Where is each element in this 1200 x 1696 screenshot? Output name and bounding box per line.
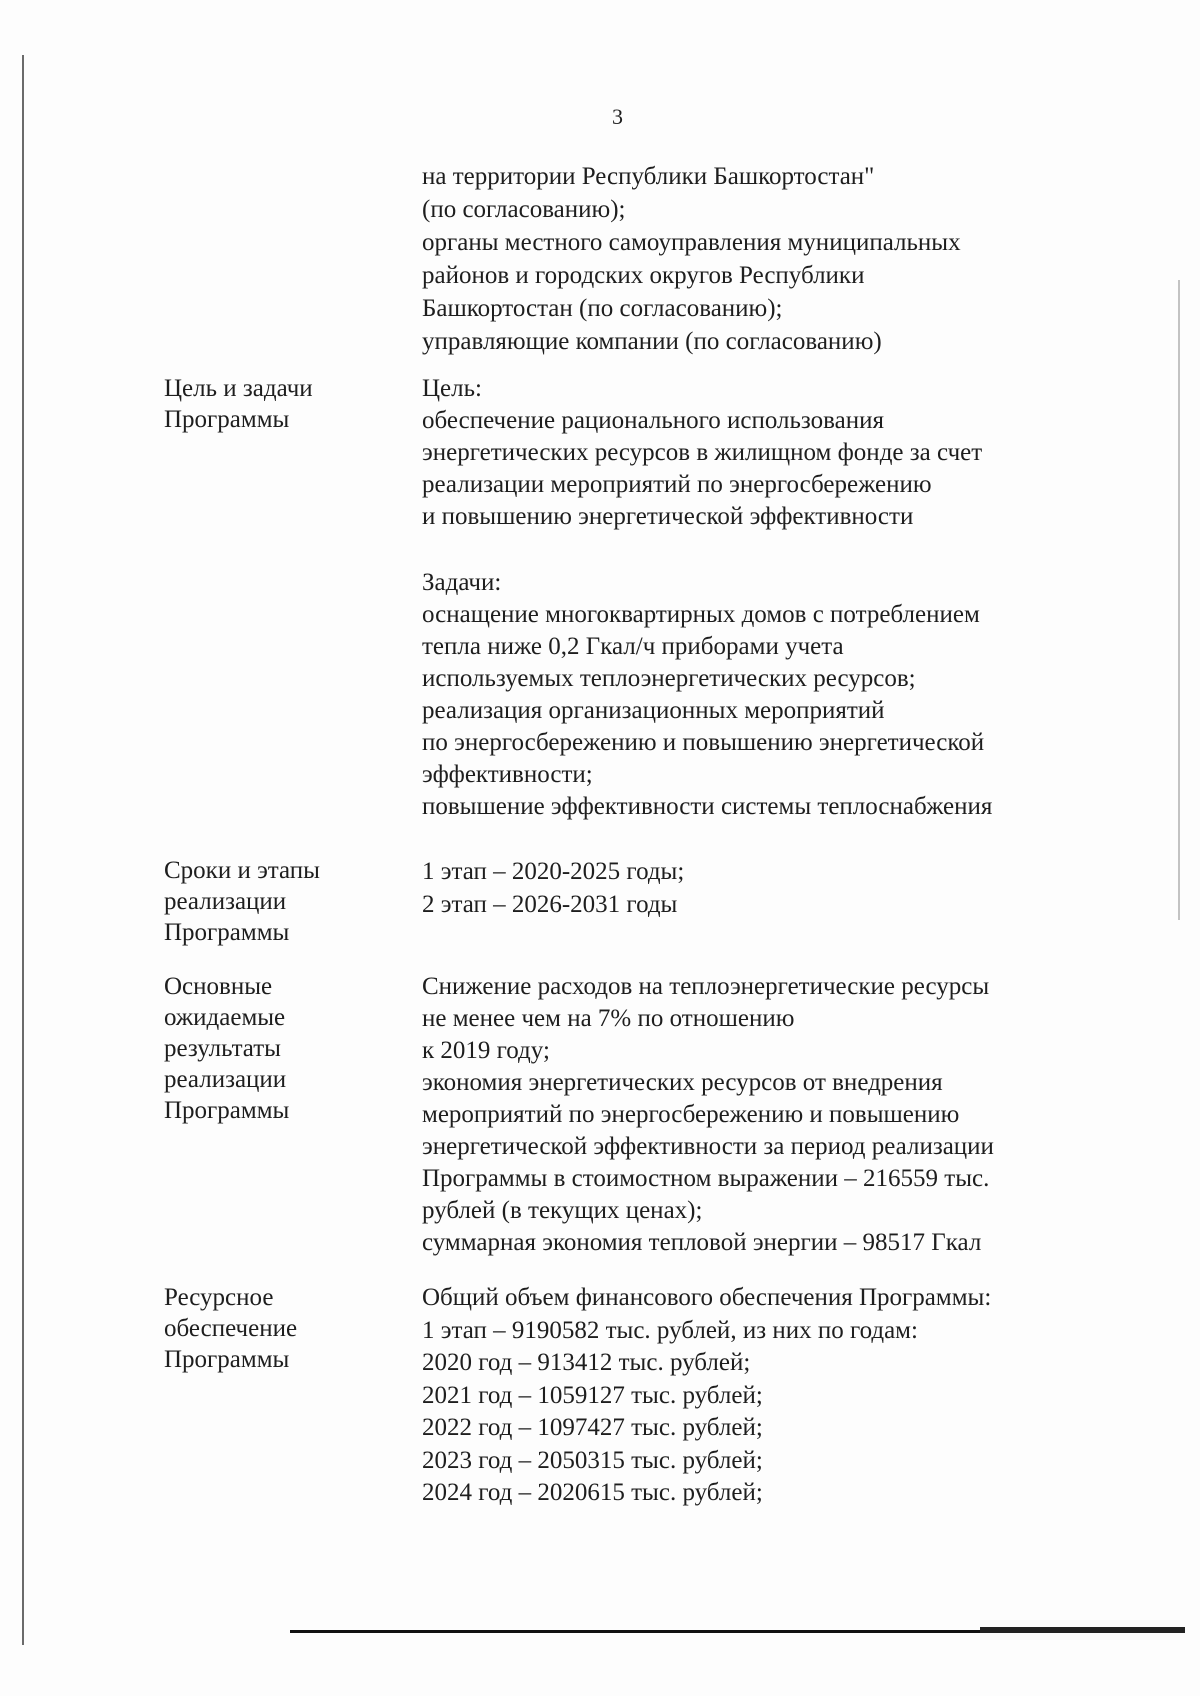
label-line: ожидаемые <box>164 1004 286 1031</box>
scan-edge-right <box>1178 280 1180 920</box>
label-line: Цель и задачи <box>164 375 313 402</box>
goals-label <box>164 373 384 435</box>
resource-line: 2023 год – 2050315 тыс. рублей; <box>422 1446 763 1474</box>
term-line: 1 этап – 2020-2025 годы; <box>422 858 685 885</box>
label-line: Программы <box>164 919 290 946</box>
goal-line: реализации мероприятий по энергосбережению <box>422 471 932 498</box>
result-line: не менее чем на 7% по отношению <box>422 1005 795 1032</box>
resource-line: 2021 год – 1059127 тыс. рублей; <box>422 1381 763 1409</box>
result-line: к 2019 году; <box>422 1037 550 1064</box>
goal-line: энергетических ресурсов в жилищном фонде за счет <box>422 439 983 466</box>
label-line: реализации <box>164 888 287 915</box>
resource-line: 1 этап – 9190582 тыс. рублей, из них по годам: <box>422 1316 918 1344</box>
result-line: Программы в стоимостном выражении – 216559 тыс. <box>422 1165 990 1192</box>
task-line: реализация организационных мероприятий <box>422 697 885 724</box>
paragraph-gap <box>422 533 1122 567</box>
terms-content <box>422 855 1122 921</box>
result-line: рублей (в текущих ценах); <box>422 1197 703 1224</box>
result-line: суммарная экономия тепловой энергии – 98517 Гкал <box>422 1229 982 1256</box>
label-line: Программы <box>164 1097 290 1124</box>
goals-content <box>422 373 1122 823</box>
label-line: Ресурсное <box>164 1284 274 1311</box>
resource-line: 2024 год – 2020615 тыс. рублей; <box>422 1479 763 1506</box>
task-line: по энергосбережению и повышению энергетической <box>422 729 985 756</box>
bottom-rule-thick <box>980 1627 1185 1633</box>
resources-content <box>422 1282 1122 1510</box>
resource-line: Общий объем финансового обеспечения Программы: <box>422 1284 992 1311</box>
task-line: используемых теплоэнергетических ресурсов; <box>422 665 916 692</box>
label-line: результаты <box>164 1035 281 1062</box>
intro-content <box>422 160 1122 358</box>
task-line: тепла ниже 0,2 Гкал/ч приборами учета <box>422 633 844 660</box>
result-line: энергетической эффективности за период реализации <box>422 1133 994 1160</box>
scan-edge-left <box>22 55 24 1645</box>
resources-label <box>164 1282 384 1375</box>
task-line: оснащение многоквартирных домов с потреблением <box>422 601 980 628</box>
intro-line: Башкортостан (по согласованию); <box>422 295 783 322</box>
goal-line: и повышению энергетической эффективности <box>422 503 914 530</box>
label-line: реализации <box>164 1066 287 1093</box>
intro-line: органы местного самоуправления муниципальных <box>422 229 961 256</box>
intro-line: (по согласованию); <box>422 196 626 223</box>
label-line: Программы <box>164 1346 290 1373</box>
resource-line: 2020 год – 913412 тыс. рублей; <box>422 1349 751 1376</box>
intro-line: районов и городских округов Республики <box>422 262 865 289</box>
label-line: Программы <box>164 406 290 433</box>
result-line: экономия энергетических ресурсов от внедрения <box>422 1069 943 1096</box>
label-line: Основные <box>164 973 273 1000</box>
intro-line: на территории Республики Башкортостан" <box>422 163 875 190</box>
goal-heading: Цель: <box>422 375 482 402</box>
task-line: эффективности; <box>422 761 593 788</box>
result-line: мероприятий по энергосбережению и повышению <box>422 1101 960 1128</box>
task-line: повышение эффективности системы теплоснабжения <box>422 793 993 820</box>
results-label <box>164 971 384 1126</box>
resource-line: 2022 год – 1097427 тыс. рублей; <box>422 1414 763 1441</box>
terms-label <box>164 855 384 948</box>
term-line: 2 этап – 2026-2031 годы <box>422 891 678 918</box>
goal-line: обеспечение рационального использования <box>422 407 884 434</box>
tasks-heading: Задачи: <box>422 569 502 596</box>
results-content <box>422 971 1122 1259</box>
intro-line: управляющие компании (по согласованию) <box>422 328 882 355</box>
label-line: обеспечение <box>164 1315 298 1342</box>
page-number: 3 <box>612 104 623 129</box>
label-line: Сроки и этапы <box>164 857 320 884</box>
result-line: Снижение расходов на теплоэнергетические ресурсы <box>422 973 990 1000</box>
